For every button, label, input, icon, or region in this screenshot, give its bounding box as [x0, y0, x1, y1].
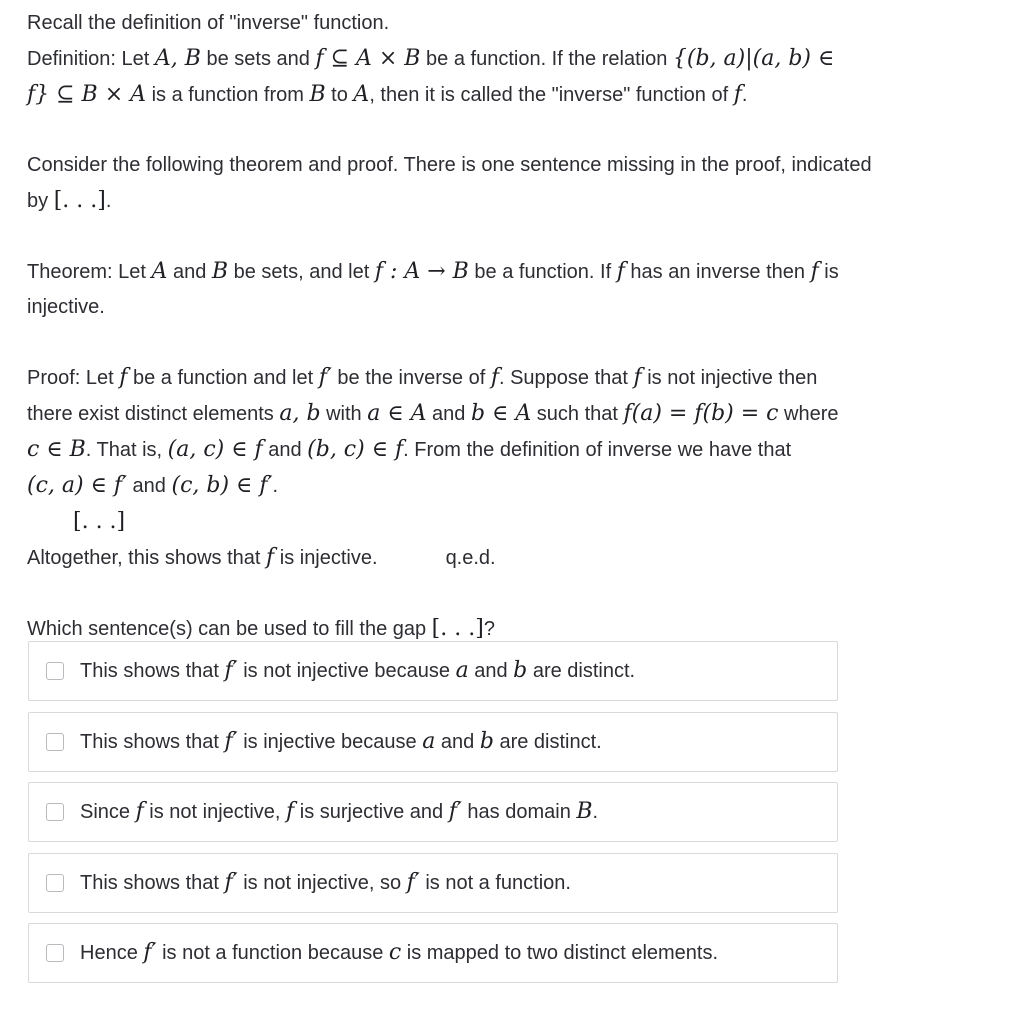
proof-line-4	[27, 468, 1002, 504]
theorem-math: f	[810, 259, 819, 284]
answer-option-5[interactable]	[28, 923, 838, 983]
proof-math: (c, b) ∈ f′	[171, 473, 273, 498]
proof-math: (a, c) ∈ f	[167, 437, 263, 462]
consider-text: by	[27, 190, 54, 212]
def-math: A, B	[154, 46, 201, 71]
proof-gap-line	[27, 504, 1002, 540]
proof-text: with	[320, 403, 368, 425]
gap-marker: [. . .]	[73, 509, 126, 534]
consider-block	[27, 148, 1002, 219]
option-label: This shows that f′ is injective because a and b are distinct.	[80, 728, 602, 754]
theorem-math: A	[151, 259, 168, 284]
def-text: is a function from	[146, 84, 310, 106]
proof-math: f′	[318, 365, 332, 390]
proof-math: b ∈ A	[470, 401, 532, 426]
proof-line-3	[27, 432, 1002, 468]
question-text: Which sentence(s) can be used to fill the gap	[27, 618, 432, 640]
consider-text: Consider the following theorem and proof. There is one sentence missing in the proof, indicated	[27, 154, 872, 176]
proof-math: a, b	[279, 401, 321, 426]
answer-options	[28, 641, 838, 994]
proof-text: such that	[531, 403, 624, 425]
proof-math: f	[119, 365, 128, 390]
proof-text: be a function and let	[127, 367, 319, 389]
proof-conclusion	[27, 540, 1002, 576]
theorem-text: be sets, and let	[228, 261, 375, 283]
theorem-text: is	[818, 261, 839, 283]
proof-text: Proof: Let	[27, 367, 120, 389]
checkbox[interactable]	[46, 944, 64, 962]
checkbox[interactable]	[46, 662, 64, 680]
proof-text: . That is,	[85, 439, 168, 461]
checkbox[interactable]	[46, 733, 64, 751]
proof-math: a ∈ A	[367, 401, 427, 426]
definition-line-2	[27, 77, 1002, 113]
checkbox[interactable]	[46, 803, 64, 821]
def-math: f	[733, 82, 742, 107]
proof-block	[27, 360, 1002, 576]
def-text: to	[325, 84, 354, 106]
proof-math: f	[490, 365, 499, 390]
option-label: Since f is not injective, f is surjective and f′ has domain B.	[80, 799, 599, 824]
proof-math: (c, a) ∈ f′	[27, 473, 127, 498]
question-content	[27, 6, 1002, 647]
proof-text: and	[426, 403, 471, 425]
def-text: be a function. If the relation	[420, 48, 673, 70]
proof-text: and	[127, 475, 172, 497]
option-label: Hence f′ is not a function because c is mapped to two distinct elements.	[80, 940, 719, 965]
def-math: f ⊆ A × B	[315, 46, 421, 71]
proof-text: and	[262, 439, 308, 461]
recall-heading-text: Recall the definition of "inverse" function.	[27, 12, 390, 34]
proof-math: (b, c) ∈ f	[307, 437, 404, 462]
option-label: This shows that f′ is not injective, so f′ is not a function.	[80, 869, 571, 895]
def-math: B	[309, 82, 326, 107]
question-text: ?	[483, 618, 495, 640]
proof-text: is not injective then	[641, 367, 818, 389]
proof-text: . Suppose that	[498, 367, 634, 389]
proof-text: Altogether, this shows that	[27, 547, 267, 569]
proof-text: is injective.	[274, 547, 378, 569]
proof-line-1	[27, 360, 1002, 396]
def-math: {(b, a)|(a, b) ∈	[672, 46, 835, 71]
answer-option-2[interactable]	[28, 712, 838, 772]
definition-line-1	[27, 41, 1002, 77]
proof-math: f	[266, 545, 275, 570]
proof-text: .	[272, 475, 279, 497]
proof-math: f(a) = f(b) = c	[623, 401, 779, 426]
def-text: , then it is called the "inverse" function of	[369, 84, 734, 106]
answer-option-4[interactable]	[28, 853, 838, 913]
theorem-text: has an inverse then	[624, 261, 811, 283]
proof-line-2	[27, 396, 1002, 432]
theorem-line-2	[27, 290, 1002, 325]
consider-line-1	[27, 148, 1002, 183]
theorem-math: B	[211, 259, 229, 284]
theorem-text: injective.	[27, 296, 105, 318]
theorem-math: f : A → B	[374, 259, 469, 284]
def-text: .	[741, 84, 748, 106]
proof-math: f	[633, 365, 642, 390]
gap-marker: [. . .]	[53, 188, 106, 213]
theorem-text: and	[167, 261, 212, 283]
gap-marker: [. . .]	[431, 616, 484, 641]
consider-text: .	[105, 190, 112, 212]
theorem-text: Theorem: Let	[27, 261, 152, 283]
def-math: f} ⊆ B × A	[27, 82, 147, 107]
proof-text: . From the definition of inverse we have that	[403, 439, 792, 461]
proof-text: where	[778, 403, 839, 425]
theorem-block	[27, 254, 1002, 325]
checkbox[interactable]	[46, 874, 64, 892]
proof-text: be the inverse of	[331, 367, 491, 389]
theorem-math: f	[616, 259, 625, 284]
def-math: A	[353, 82, 370, 107]
qed-label: q.e.d.	[445, 547, 496, 569]
proof-text: there exist distinct elements	[27, 403, 280, 425]
def-text: Definition: Let	[27, 48, 155, 70]
answer-option-1[interactable]	[28, 641, 838, 701]
theorem-text: be a function. If	[468, 261, 617, 283]
proof-math: c ∈ B	[27, 437, 86, 462]
recall-heading	[27, 6, 1002, 41]
answer-option-3[interactable]	[28, 782, 838, 842]
consider-line-2	[27, 183, 1002, 219]
recall-block	[27, 6, 1002, 113]
option-label: This shows that f′ is not injective because a and b are distinct.	[80, 658, 636, 683]
theorem-line-1	[27, 254, 1002, 290]
def-text: be sets and	[200, 48, 316, 70]
